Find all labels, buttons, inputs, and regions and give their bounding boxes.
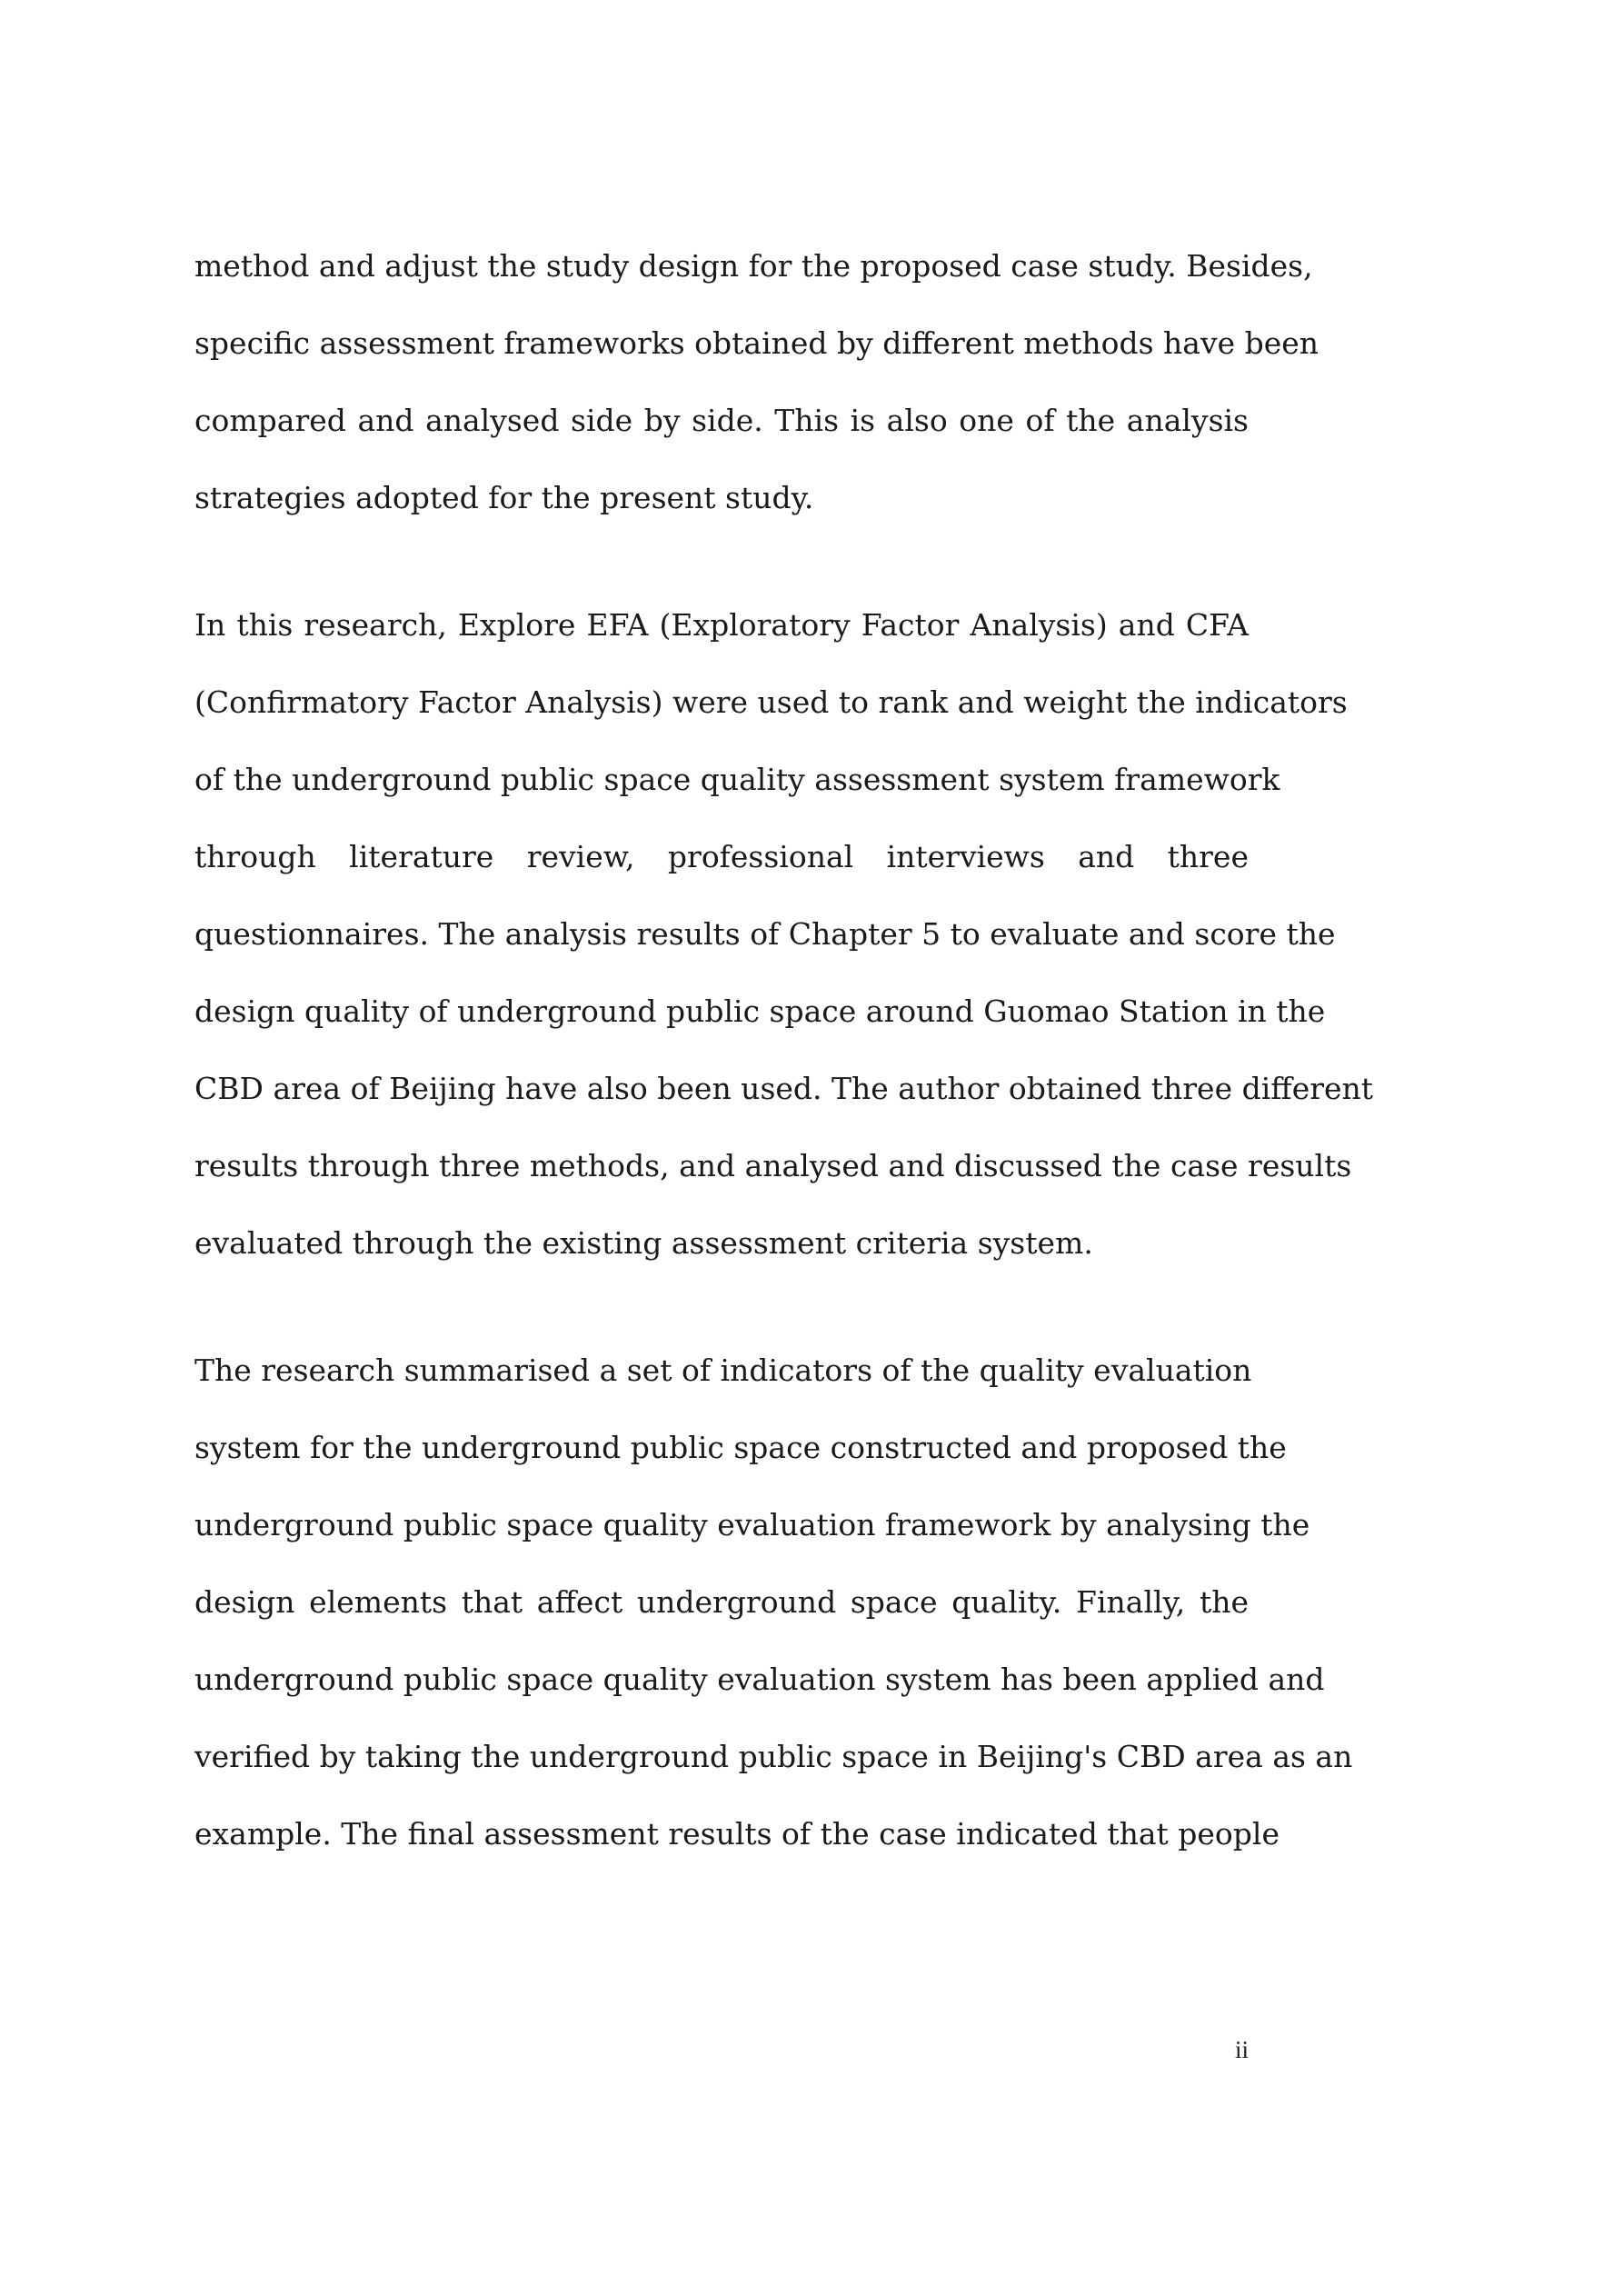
text-line: (Confirmatory Factor Analysis) were used to rank and weight the indicators bbox=[194, 684, 1348, 720]
text-line: evaluated through the existing assessment criteria system. bbox=[194, 1225, 1093, 1261]
paragraph-1 bbox=[194, 227, 1319, 536]
text-line: specific assessment frameworks obtained by different methods have been bbox=[194, 325, 1319, 361]
text-line: design quality of underground public space around Guomao Station in the bbox=[194, 993, 1326, 1029]
text-line: questionnaires. The analysis results of Chapter 5 to evaluate and score the bbox=[194, 916, 1336, 952]
text-line: through literature review, professional interviews and three bbox=[194, 839, 1249, 874]
text-line: In this research, Explore EFA (Exploratory Factor Analysis) and CFA bbox=[194, 607, 1249, 643]
text-line: CBD area of Beijing have also been used. The author obtained three different bbox=[194, 1071, 1374, 1106]
page-number: ii bbox=[1234, 2036, 1249, 2063]
paragraph-2 bbox=[194, 586, 1374, 1282]
paragraph-spacer bbox=[194, 1282, 1249, 1332]
text-line: verified by taking the underground public space in Beijing's CBD area as an bbox=[194, 1739, 1353, 1774]
text-line: results through three methods, and analysed and discussed the case results bbox=[194, 1148, 1352, 1183]
text-line: underground public space quality evaluation system has been applied and bbox=[194, 1662, 1325, 1697]
paragraph-3 bbox=[194, 1332, 1353, 1872]
text-line: The research summarised a set of indicators of the quality evaluation bbox=[194, 1353, 1252, 1388]
text-line: design elements that affect underground space quality. Finally, the bbox=[194, 1584, 1249, 1620]
text-line: underground public space quality evaluation framework by analysing the bbox=[194, 1507, 1310, 1542]
body-text bbox=[194, 227, 1374, 1872]
text-line: of the underground public space quality assessment system framework bbox=[194, 762, 1280, 797]
text-line: method and adjust the study design for the proposed case study. Besides, bbox=[194, 248, 1313, 284]
text-line: compared and analysed side by side. This is also one of the analysis bbox=[194, 403, 1249, 438]
text-line: strategies adopted for the present study. bbox=[194, 480, 814, 515]
paragraph-spacer bbox=[194, 536, 1249, 586]
text-line: example. The final assessment results of the case indicated that people bbox=[194, 1816, 1279, 1852]
text-line: system for the underground public space constructed and proposed the bbox=[194, 1430, 1287, 1465]
